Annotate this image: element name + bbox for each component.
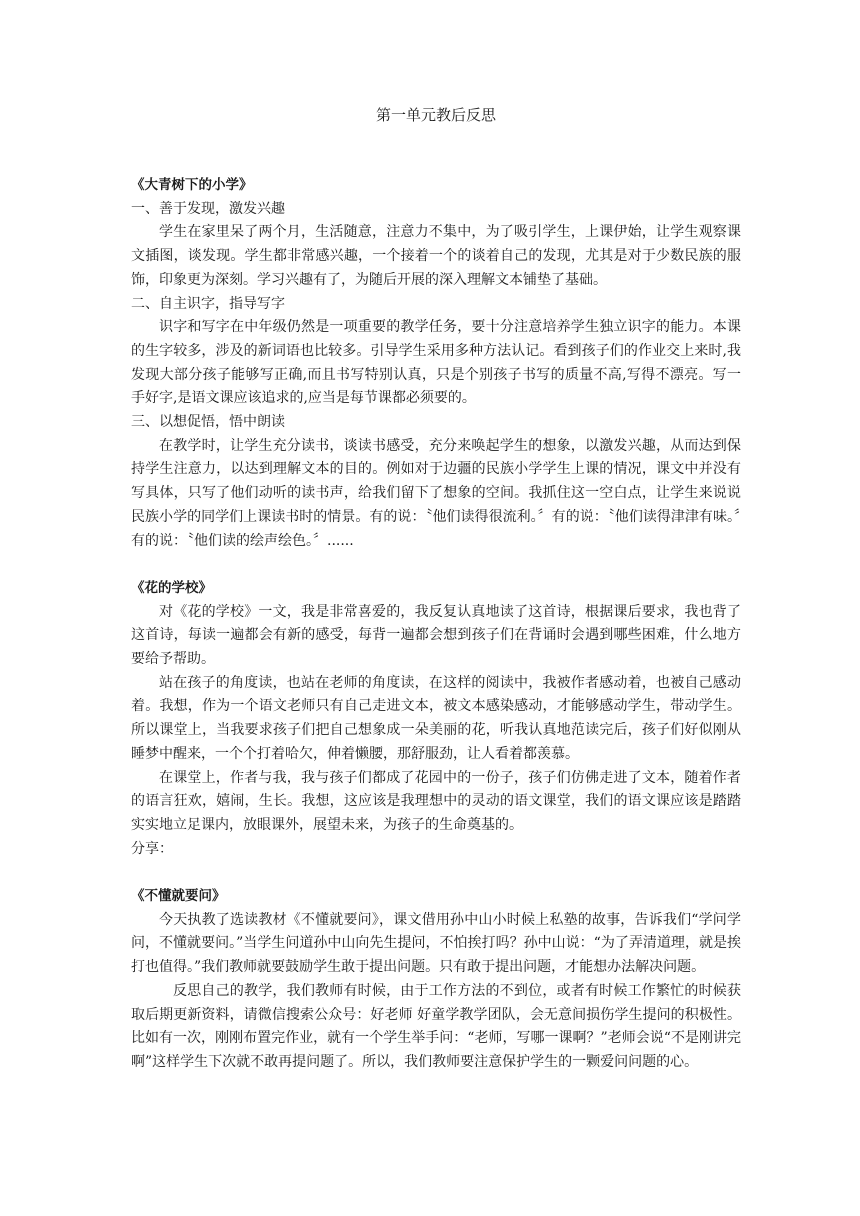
paragraph: 对《花的学校》一文，我是非常喜爱的，我反复认真地读了这首诗，根据课后要求，我也背了这首诗，每读一遍都会有新的感受，每背一遍都会想到孩子们在背诵时会遇到哪些困难，什么地方要给予帮助。 [131,603,741,668]
share-label: 分享： [131,840,173,857]
section-spacer [131,861,741,885]
paragraph: 在教学时，让学生充分读书，谈读书感受，充分来唤起学生的想象，以激发兴趣，从而达到保持学生注意力，以达到理解文本的目的。例如对于边疆的民族小学学生上课的情况，课文中并没有写具体，只写了他们动听的读书声，给我们留下了想象的空间。我抓住这一空白点，让学生来说说民族小学的同学们上课读书时的情景。有的说：〝他们读得很流利。〞有的说：〝他们读得津津有味。〞有的说：〝他们读的绘声绘色。〞...... [131,437,741,549]
section-bu-dong-jiu-yao-wen [131,885,741,1075]
paragraph: 今天执教了选读教材《不懂就要问》，课文借用孙中山小时候上私塾的故事，告诉我们“学问学问，不懂就要问。”当学生问道孙中山向先生提问，不怕挨打吗？孙中山说：“为了弄清道理，就是挨打也值得。”我们教师就要鼓励学生敢于提出问题。只有敢于提出问题，才能想办法解决问题。 [131,911,741,976]
subheading: 三、以想促悟，悟中朗读 [131,414,285,431]
section-hua-de-xue-xiao [131,577,741,861]
subheading: 一、善于发现，激发兴趣 [131,200,285,217]
section-title: 《花的学校》 [131,579,212,596]
document-body [131,174,741,1075]
section-spacer [131,553,741,577]
paragraph: 学生在家里呆了两个月，生活随意，注意力不集中，为了吸引学生，上课伊始，让学生观察课文插图，谈发现。学生都非常感兴趣，一个接着一个的谈着自己的发现，尤其是对于少数民族的服饰，印象更为深刻。学习兴趣有了，为随后开展的深入理解文本铺垫了基础。 [131,224,741,288]
section-da-qing-shu [131,174,741,553]
section-title: 《不懂就要问》 [131,888,226,905]
paragraph: 识字和写字在中年级仍然是一项重要的教学任务，要十分注意培养学生独立识字的能力。本课的生字较多，涉及的新词语也比较多。引导学生采用多种方法认记。看到孩子们的作业交上来时,我发现大部分孩子能够写正确,而且书写特别认真，只是个别孩子书写的质量不高,写得不漂亮。写一手好字,是语文课应该追求的,应当是每节课都必须要的。 [131,319,741,407]
subheading: 二、自主识字，指导写字 [131,295,285,312]
paragraph: 反思自己的教学，我们教师有时候，由于工作方法的不到位，或者有时候工作繁忙的时候获取后期更新资料，请微信搜索公众号：好老师 好童学教学团队，会无意间损伤学生提问的积极性。比如有一次，刚刚布置完作业，就有一个学生举手问：“老师，写哪一课啊？”老师会说“不是刚讲完啊”这样学生下次就不敢再提问题了。所以，我们教师要注意保护学生的一颗爱问问题的心。 [131,982,741,1070]
section-title: 《大青树下的小学》 [131,177,253,193]
paragraph: 在课堂上，作者与我，我与孩子们都成了花园中的一份子，孩子们仿佛走进了文本，随着作者的语言狂欢，嬉闹，生长。我想，这应该是我理想中的灵动的语文课堂，我们的语文课应该是踏踏实实地立足课内，放眼课外，展望未来，为孩子的生命奠基的。 [131,769,741,833]
paragraph: 站在孩子的角度读，也站在老师的角度读，在这样的阅读中，我被作者感动着，也被自己感动着。我想，作为一个语文老师只有自己走进文本，被文本感染感动，才能够感动学生，带动学生。所以课堂上，当我要求孩子们把自己想象成一朵美丽的花，听我认真地范读完后，孩子们好似刚从睡梦中醒来，一个个打着哈欠，伸着懒腰，那舒服劲，让人看着都羡慕。 [131,674,741,762]
page-title: 第一单元教后反思 [375,106,496,124]
